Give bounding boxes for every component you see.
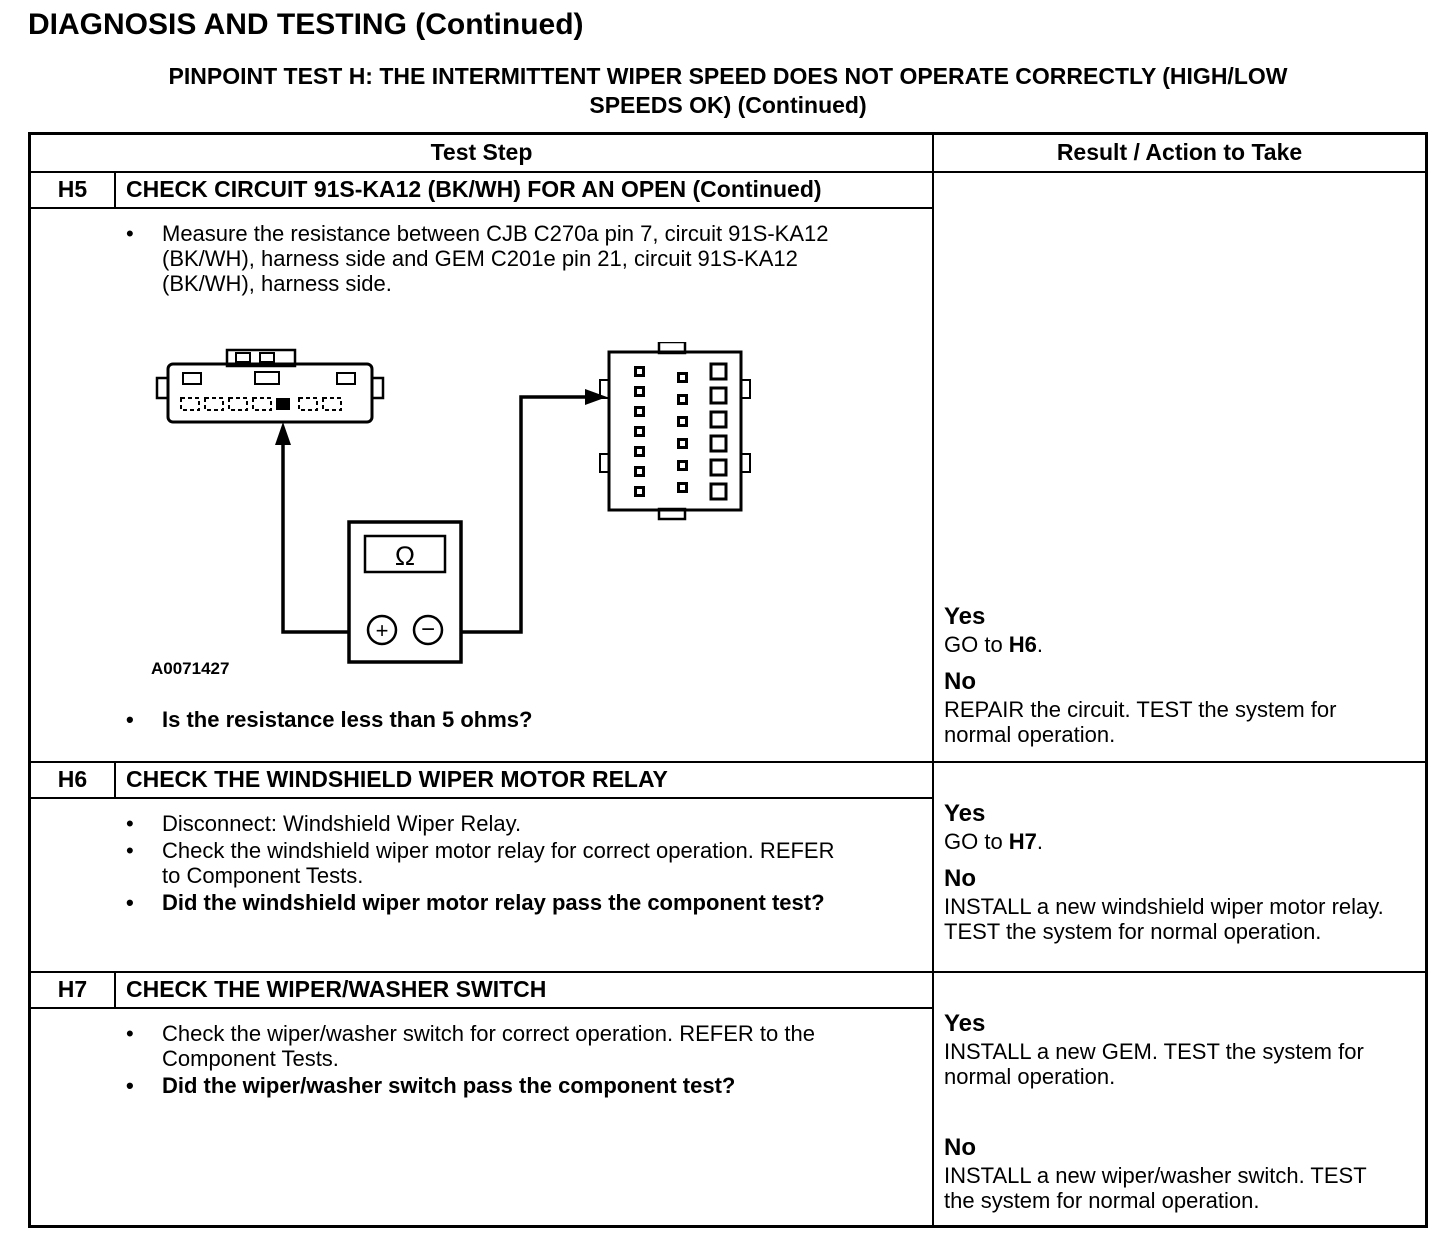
question-text: Is the resistance less than 5 ohms?: [162, 706, 533, 732]
yes-result: [944, 799, 1415, 854]
test-row-h7: [31, 973, 1425, 1225]
test-title-row-h5: [31, 173, 932, 209]
bullet-marker: [126, 1073, 162, 1098]
test-step-cell-h5: [31, 173, 934, 761]
test-row-h5: [31, 173, 1425, 763]
gem-pin-column-a: [634, 366, 645, 497]
minus-sign: −: [420, 615, 436, 643]
no-result: [944, 667, 1415, 747]
test-title-h5: CHECK CIRCUIT 91S-KA12 (BK/WH) FOR AN OPEN (Continued): [126, 175, 822, 202]
test-step-cell-h6: [31, 763, 934, 971]
gem-connector: [600, 342, 750, 519]
test-row-h6: [31, 763, 1425, 973]
result-action-header: Result / Action to Take: [1056, 138, 1303, 165]
question-bullet: [126, 890, 924, 915]
yes-label: Yes: [944, 799, 986, 827]
yes-action: [944, 829, 1402, 854]
yes-action-post: .: [1036, 828, 1044, 854]
yes-action: INSTALL a new GEM. TEST the system for normal operation.: [944, 1038, 1364, 1089]
bullet-marker: [126, 1021, 162, 1071]
test-step-cell-h7: [31, 973, 934, 1225]
yes-result: [944, 1009, 1415, 1089]
yes-action-post: .: [1036, 631, 1044, 657]
bullet-text: Disconnect: Windshield Wiper Relay.: [162, 810, 522, 836]
test-id-h5: H5: [31, 173, 116, 207]
no-action: INSTALL a new windshield wiper motor relay. TEST the system for normal operation.: [944, 893, 1384, 944]
probe-arrow-left: [275, 422, 291, 445]
resistance-test-figure: [139, 342, 799, 697]
bullet-item: [126, 221, 924, 296]
figure-label: A0071427: [151, 658, 230, 678]
bullet-text: Measure the resistance between CJB C270a pin 7, circuit 91S-KA12 (BK/WH), harness side and GEM C201e pin 21, circuit 91S-KA12 (BK/WH), harness side.: [162, 220, 829, 296]
no-result: [944, 864, 1415, 944]
question-text: Did the windshield wiper motor relay pass the component test?: [162, 889, 825, 915]
result-cell-h7: [934, 973, 1425, 1225]
ohm-symbol: Ω: [394, 540, 416, 571]
pinpoint-test-heading-line1: PINPOINT TEST H: THE INTERMITTENT WIPER SPEED DOES NOT OPERATE CORRECTLY (HIGH/LOW: [168, 63, 1288, 89]
no-action: INSTALL a new wiper/washer switch. TEST the system for normal operation.: [944, 1162, 1367, 1213]
cjb-connector: [157, 350, 383, 422]
bullet-text: Check the windshield wiper motor relay for correct operation. REFER to Component Tests.: [162, 837, 835, 888]
probe-wire-left: [275, 422, 349, 632]
yes-action-pre: GO to: [944, 631, 1009, 657]
pinpoint-test-heading-line2: SPEEDS OK) (Continued): [589, 91, 867, 118]
question-text: Did the wiper/washer switch pass the component test?: [162, 1072, 736, 1098]
test-title-row-h7: [31, 973, 932, 1009]
circuit-diagram-svg: [139, 342, 799, 692]
test-body-h7: [31, 1009, 932, 1225]
yes-result: [944, 602, 1415, 657]
yes-action-ref: H7: [1008, 828, 1037, 854]
main-heading: DIAGNOSIS AND TESTING (Continued): [28, 8, 584, 41]
pinpoint-test-table: [28, 132, 1428, 1228]
pinpoint-test-heading: [28, 62, 1428, 120]
no-result: [944, 1133, 1415, 1213]
bullet-marker: [126, 890, 162, 915]
bullet-item: [126, 811, 924, 836]
question-bullet: [126, 1073, 924, 1098]
probe-wire-right: [461, 389, 607, 632]
no-action: REPAIR the circuit. TEST the system for normal operation.: [944, 696, 1337, 747]
gem-pin-column-b: [677, 372, 688, 493]
table-header-row: [31, 135, 1425, 173]
bullet-marker: [126, 811, 162, 836]
test-body-h5: [31, 209, 932, 761]
test-id-h6: H6: [31, 763, 116, 797]
no-label: No: [944, 864, 976, 892]
gem-pin-column-c: [711, 364, 726, 499]
result-cell-h6: [934, 763, 1425, 971]
ohmmeter: [349, 522, 461, 662]
bullet-marker: [126, 838, 162, 888]
bullet-marker: [126, 707, 162, 732]
bullet-marker: [126, 221, 162, 296]
bullet-item: [126, 838, 924, 888]
result-cell-h5: [934, 173, 1425, 761]
test-title-h6: CHECK THE WINDSHIELD WIPER MOTOR RELAY: [126, 765, 668, 792]
bullet-item: [126, 1021, 924, 1071]
test-id-h7: H7: [31, 973, 116, 1007]
probed-pin: [276, 398, 290, 410]
test-step-header: Test Step: [31, 135, 934, 171]
yes-action-ref: H6: [1008, 631, 1037, 657]
yes-label: Yes: [944, 1009, 986, 1037]
no-label: No: [944, 1133, 976, 1161]
plus-sign: +: [375, 617, 389, 643]
test-body-h6: [31, 799, 932, 971]
test-title-row-h6: [31, 763, 932, 799]
yes-label: Yes: [944, 602, 986, 630]
bullet-text: Check the wiper/washer switch for correct operation. REFER to the Component Tests.: [162, 1020, 815, 1071]
question-bullet: [126, 707, 924, 732]
yes-action-pre: GO to: [944, 828, 1009, 854]
no-label: No: [944, 667, 976, 695]
yes-action: [944, 632, 1402, 657]
test-title-h7: CHECK THE WIPER/WASHER SWITCH: [126, 975, 547, 1002]
